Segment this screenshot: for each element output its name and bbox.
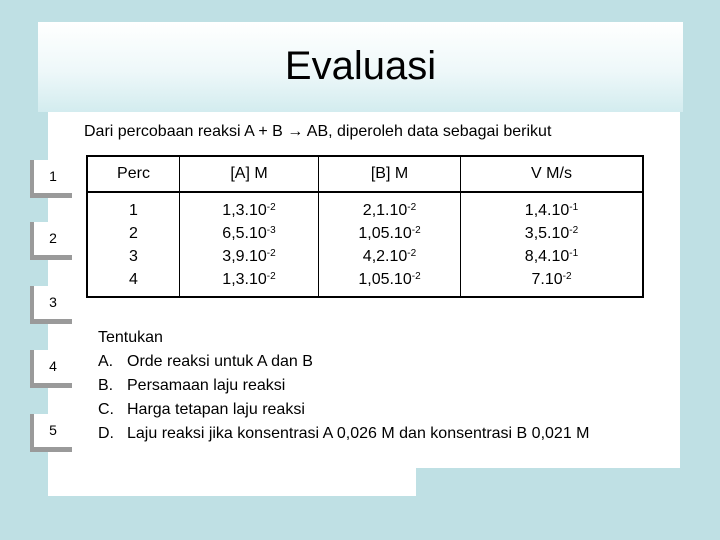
data-table <box>86 155 644 298</box>
cell-b: $4,2.10^{-2}$ <box>319 245 461 268</box>
task-heading: Tentukan <box>98 329 163 346</box>
table-row <box>87 245 643 268</box>
table-row <box>87 268 643 297</box>
task-list <box>98 350 658 446</box>
header-v: V M/s <box>461 156 644 192</box>
cell-b: $2,1.10^{-2}$ <box>319 192 461 222</box>
nav-button-3[interactable]: 3 <box>30 286 72 324</box>
table-row <box>87 222 643 245</box>
cell-v: $7.10^{-2}$ <box>461 268 644 297</box>
cell-perc: 2 <box>87 222 180 245</box>
nav-button-1[interactable]: 1 <box>30 160 72 198</box>
cell-perc: 1 <box>87 192 180 222</box>
cell-a: $1,3.10^{-2}$ <box>180 268 319 297</box>
cell-a: $6,5.10^{-3}$ <box>180 222 319 245</box>
cell-v: $3,5.10^{-2}$ <box>461 222 644 245</box>
list-item: A. Orde reaksi untuk A dan B <box>98 353 313 370</box>
cell-b: $1,05.10^{-2}$ <box>319 222 461 245</box>
nav-button-5[interactable]: 5 <box>30 414 72 452</box>
cell-a: $3,9.10^{-2}$ <box>180 245 319 268</box>
cell-v: $1,4.10^{-1}$ <box>461 192 644 222</box>
table-header-row <box>87 156 643 192</box>
list-item: B. Persamaan laju reaksi <box>98 377 286 394</box>
header-perc: Perc <box>87 156 180 192</box>
intro-text: Dari percobaan reaksi A + B → AB, diperoleh data sebagai berikut <box>84 123 552 140</box>
cell-perc: 4 <box>87 268 180 297</box>
list-item: C. Harga tetapan laju reaksi <box>98 401 305 418</box>
header-b: [B] M <box>319 156 461 192</box>
content-panel-lower <box>48 468 416 496</box>
cell-a: $1,3.10^{-2}$ <box>180 192 319 222</box>
cell-b: $1,05.10^{-2}$ <box>319 268 461 297</box>
list-item: D. Laju reaksi jika konsentrasi A 0,026 M dan konsentrasi B 0,021 M <box>98 425 590 442</box>
cell-v: $8,4.10^{-1}$ <box>461 245 644 268</box>
nav-button-4[interactable]: 4 <box>30 350 72 388</box>
nav-button-2[interactable]: 2 <box>30 222 72 260</box>
header-a: [A] M <box>180 156 319 192</box>
table-row <box>87 192 643 222</box>
task-section <box>98 326 658 446</box>
cell-perc: 3 <box>87 245 180 268</box>
slide-title: Evaluasi <box>284 44 437 88</box>
